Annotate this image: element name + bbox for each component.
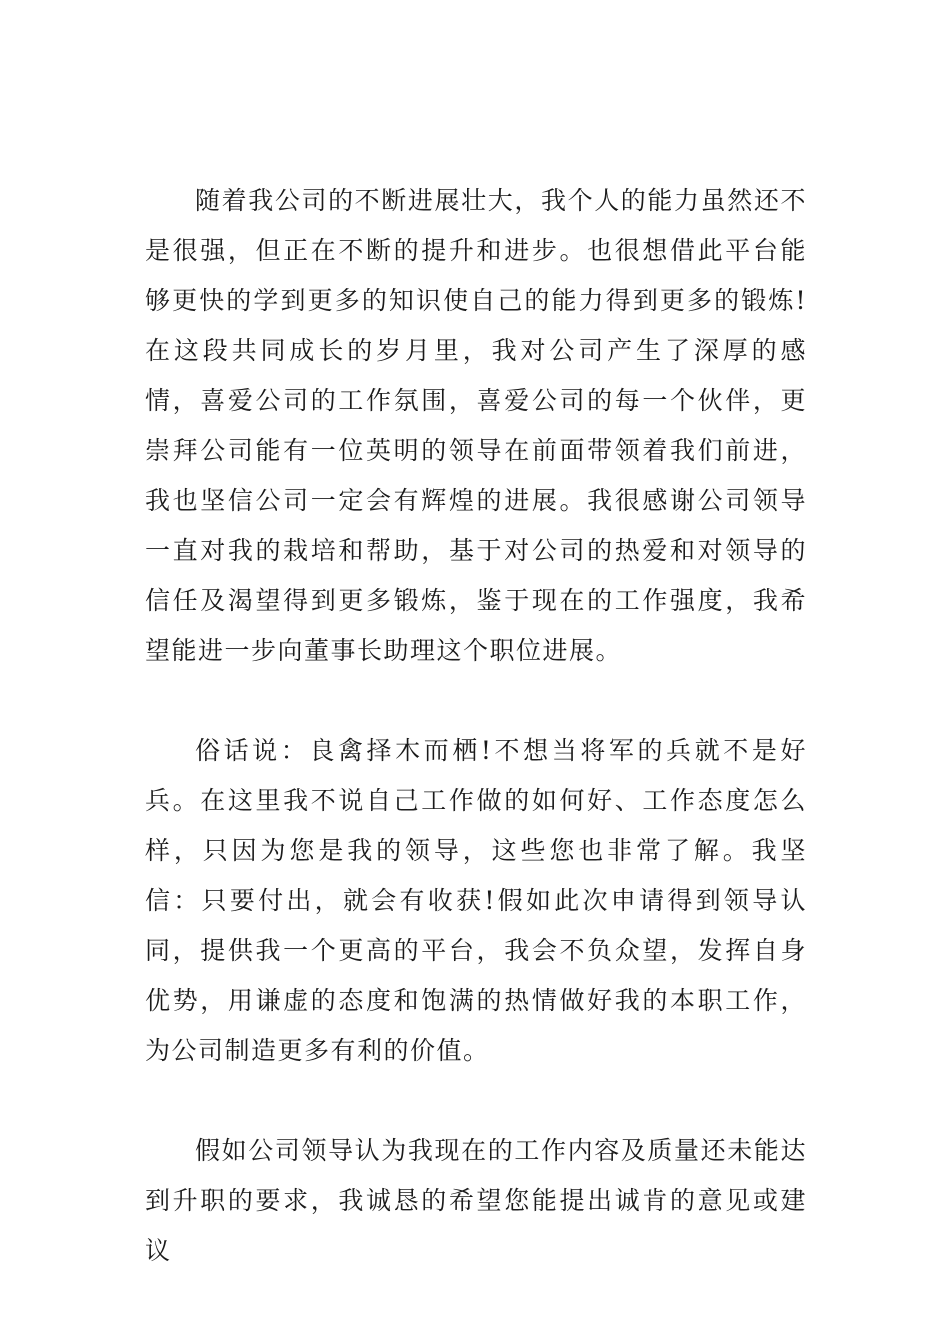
paragraph-3: 假如公司领导认为我现在的工作内容及质量还未能达到升职的要求，我诚恳的希望您能提出诚肯的意见或建议 [145, 1136, 807, 1265]
paragraph-1: 随着我公司的不断进展壮大，我个人的能力虽然还不是很强，但正在不断的提升和进步。也很想借此平台能够更快的学到更多的知识使自己的能力得到更多的锻炼!在这段共同成长的岁月里，我对公司产生了深厚的感情，喜爱公司的工作氛围，喜爱公司的每一个伙伴，更崇拜公司能有一位英明的领导在前面带领着我们前进，我也坚信公司一定会有辉煌的进展。我很感谢公司领导一直对我的栽培和帮助，基于对公司的热爱和对领导的信任及渴望得到更多锻炼，鉴于现在的工作强度，我希望能进一步向董事长助理这个职位进展。 [145, 186, 807, 665]
paragraph-2: 俗话说：良禽择木而栖!不想当将军的兵就不是好兵。在这里我不说自己工作做的如何好、工作态度怎么样，只因为您是我的领导，这些您也非常了解。我坚信：只要付出，就会有收获!假如此次申请得到领导认同，提供我一个更高的平台，我会不负众望，发挥自身优势，用谦虚的态度和饱满的热情做好我的本职工作，为公司制造更多有利的价值。 [145, 736, 807, 1065]
document-body [145, 176, 807, 1326]
